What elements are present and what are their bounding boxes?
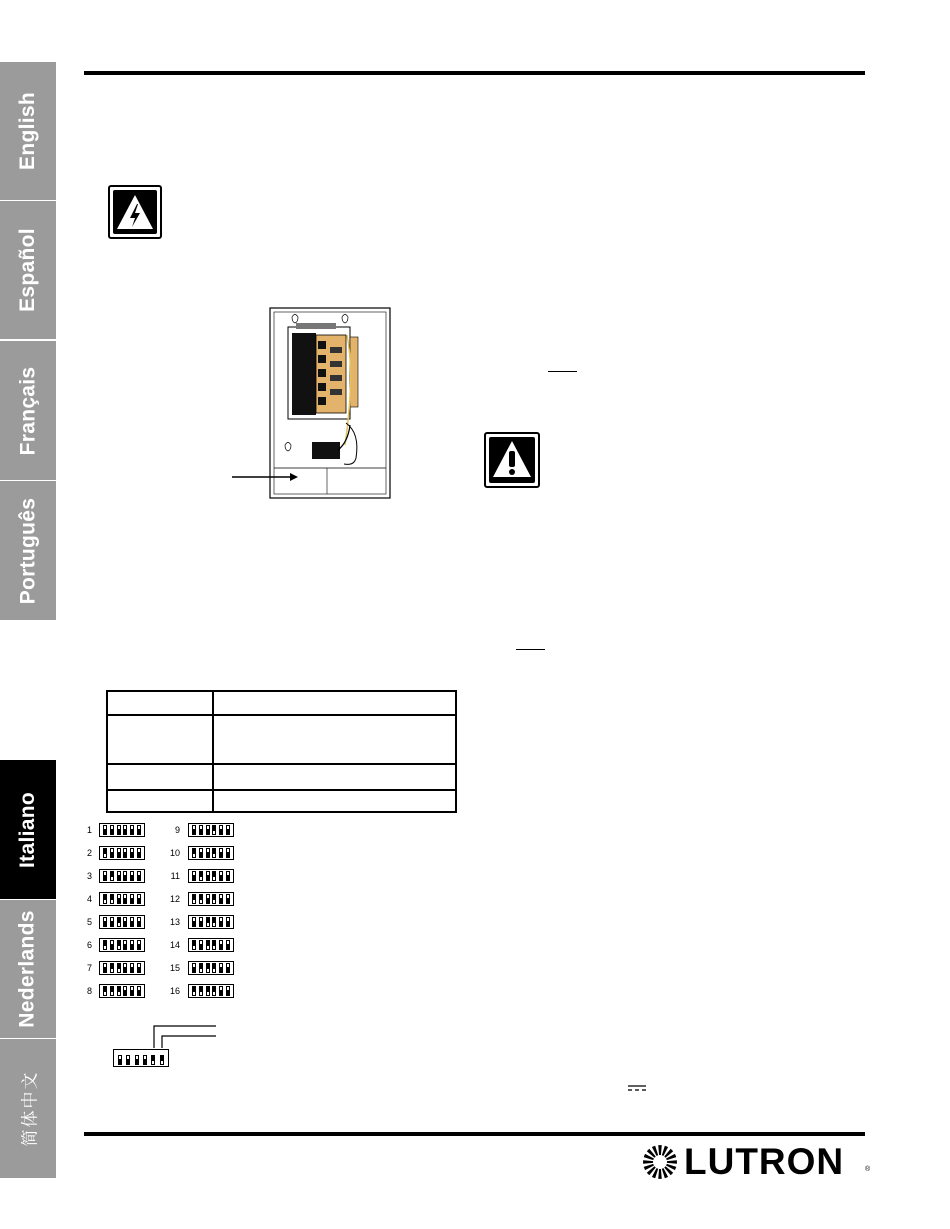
table-cell [107,790,213,812]
dip-switch-toggle [212,940,216,950]
electric-shock-warning-icon [108,185,162,239]
sun-ray [643,1160,653,1164]
language-tab-5[interactable] [0,900,56,1039]
dip-address-label: 4 [86,894,92,904]
table-cell [107,715,213,764]
dip-switch-toggle [206,986,210,996]
dip-switch-toggle [206,848,210,858]
dip-switch-block [188,892,234,906]
dip-switch-block [99,961,145,975]
dip-switch-toggle [130,825,134,835]
dip-switch-toggle [103,848,107,858]
footer-rule [84,1132,865,1136]
dip-switch-toggle [117,963,121,973]
dip-switch-toggle [192,917,196,927]
dip-switch-toggle [117,917,121,927]
dip-switch-toggle [192,963,196,973]
dip-switch-toggle [103,940,107,950]
dip-switch-toggle [199,825,203,835]
dip-switch-toggle [212,917,216,927]
dip-switch-toggle [103,825,107,835]
dip-switch-block [188,984,234,998]
language-tab-label: Français [16,366,39,455]
dip-switch-toggle [226,825,230,835]
language-tab-2[interactable] [0,341,56,481]
dip-switch-toggle [206,894,210,904]
dip-switch-toggle [199,917,203,927]
dc-symbol-icon [627,1083,647,1093]
dip-switch-block [99,984,145,998]
dip-switch-toggle [110,986,114,996]
table-cell [213,764,456,790]
dip-switch-toggle [123,871,127,881]
dip-switch-toggle [130,894,134,904]
dip-switch-toggle [226,917,230,927]
dip-switch-toggle [110,963,114,973]
dip-switch-toggle [110,917,114,927]
dip-address-label: 16 [169,986,180,996]
dip-switch-toggle [130,963,134,973]
dip-switch-toggle [219,940,223,950]
dip-switch-toggle [219,871,223,881]
dip-switch-toggle [199,848,203,858]
header-rule [84,71,865,75]
dip-switch-toggle [206,940,210,950]
language-tab-label: Italiano [16,791,40,868]
language-tab-4[interactable] [0,760,56,900]
sun-ray [667,1160,677,1164]
dip-switch-toggle [110,848,114,858]
dip-switch-block [99,823,145,837]
dip-switch-toggle [123,848,127,858]
dip-switch-toggle [206,917,210,927]
dip-address-label: 8 [86,986,92,996]
lutron-sun-icon [640,1144,680,1180]
dip-address-label: 6 [86,940,92,950]
info-table [106,690,457,813]
dip-switch-toggle [226,871,230,881]
dip-switch-toggle [199,963,203,973]
dip-switch-toggle [123,894,127,904]
language-tab-label: Português [16,497,40,604]
language-tab-label: 简体中文 [20,1070,41,1147]
dip-switch-toggle [137,825,141,835]
dip-switch-toggle [137,848,141,858]
dip-switch-toggle [117,940,121,950]
dip-switch-toggle [110,871,114,881]
dip-switch-toggle [219,917,223,927]
enclosure-illustration [230,305,395,500]
dip-switch-toggle [117,986,121,996]
dip-switch-toggle [103,986,107,996]
dip-switch-toggle [137,963,141,973]
dip-switch-toggle [123,917,127,927]
dip-switch-block [188,869,234,883]
dip-switch-toggle [212,871,216,881]
sun-ray [658,1169,662,1179]
dip-switch-toggle [137,986,141,996]
dip-switch-block [99,938,145,952]
dip-switch-toggle [192,848,196,858]
dip-switch-toggle [212,963,216,973]
dip-switch-toggle [219,825,223,835]
dip-address-label: 12 [169,894,180,904]
dip-switch-block [188,823,234,837]
language-tab-1[interactable] [0,201,56,340]
dip-switch-toggle [206,871,210,881]
dip-switch-toggle [212,825,216,835]
dip-switch-toggle [110,894,114,904]
dip-switch-block [99,892,145,906]
dip-switch-toggle [199,986,203,996]
dip-address-label: 7 [86,963,92,973]
dip-switch-toggle [137,871,141,881]
dip-address-label: 14 [169,940,180,950]
dip-switch-toggle [123,963,127,973]
dip-address-label: 13 [169,917,180,927]
language-tab-3[interactable] [0,481,56,621]
dip-switch-toggle [226,894,230,904]
dip-switch-toggle [192,986,196,996]
table-cell [213,715,456,764]
dip-switch-toggle [130,871,134,881]
dip-switch-block [99,846,145,860]
underline-mark [516,649,545,650]
dip-switch-toggle [226,986,230,996]
dip-switch-toggle [110,940,114,950]
dip-switch-block [99,915,145,929]
dip-switch-toggle [137,940,141,950]
dip-address-label: 3 [86,871,92,881]
dip-switch-toggle [123,825,127,835]
dip-switch-toggle [219,894,223,904]
dip-switch-toggle [130,986,134,996]
underline-mark [548,371,577,372]
dip-switch-toggle [219,986,223,996]
dip-switch-toggle [226,963,230,973]
dip-switch-toggle [123,986,127,996]
table-cell [107,691,213,715]
table-cell [213,691,456,715]
dip-switch-toggle [123,940,127,950]
dip-switch-toggle [226,940,230,950]
dip-address-label: 9 [174,825,180,835]
dip-switch-toggle [137,894,141,904]
dip-switch-toggle [199,871,203,881]
dip-switch-toggle [226,848,230,858]
dip-switch-toggle [199,940,203,950]
dip-switch-block [99,869,145,883]
language-tab-label: Español [16,228,40,312]
dip-switch-toggle [117,871,121,881]
dip-switch-toggle [219,963,223,973]
caution-exclamation-icon [484,432,540,488]
language-tab-6[interactable] [0,1039,56,1179]
dip-switch-toggle [130,848,134,858]
dip-address-label: 15 [169,963,180,973]
table-cell [107,764,213,790]
dip-address-label: 2 [86,848,92,858]
dip-switch-block [188,938,234,952]
dip-switch-toggle [130,940,134,950]
dip-switch-toggle [103,871,107,881]
dip-switch-toggle [103,963,107,973]
lutron-logo [640,1141,872,1182]
dip-switch-toggle [130,917,134,927]
dip-switch-toggle [199,894,203,904]
table-cell [213,790,456,812]
sun-ray [658,1145,662,1155]
dip-switch-toggle [192,871,196,881]
dip-switch-block [188,915,234,929]
dip-switch-detail [113,1049,169,1067]
dip-switch-toggle [212,894,216,904]
dip-address-label: 11 [170,871,180,881]
dip-switch-toggle [206,825,210,835]
dip-address-label: 10 [169,848,180,858]
dip-switch-toggle [219,848,223,858]
brand-name: LUTRON [684,1141,845,1182]
dip-switch-block [188,961,234,975]
dip-switch-toggle [192,894,196,904]
dip-switch-toggle [110,825,114,835]
dip-callout-lines [150,1022,220,1052]
dip-switch-toggle [137,917,141,927]
dip-switch-toggle [117,894,121,904]
dip-switch-toggle [192,940,196,950]
dip-switch-toggle [117,848,121,858]
dip-address-label: 1 [86,825,92,835]
dip-address-label: 5 [86,917,92,927]
language-tab-label: Nederlands [16,910,39,1028]
dip-switch-toggle [117,825,121,835]
dip-switch-toggle [212,848,216,858]
language-tab-0[interactable] [0,62,56,201]
dip-switch-toggle [103,917,107,927]
dip-switch-toggle [103,894,107,904]
dip-switch-toggle [192,825,196,835]
dip-switch-block [188,846,234,860]
registered-mark: ® [865,1166,871,1173]
language-tab-label: English [16,92,40,170]
dip-switch-toggle [206,963,210,973]
dip-switch-toggle [212,986,216,996]
